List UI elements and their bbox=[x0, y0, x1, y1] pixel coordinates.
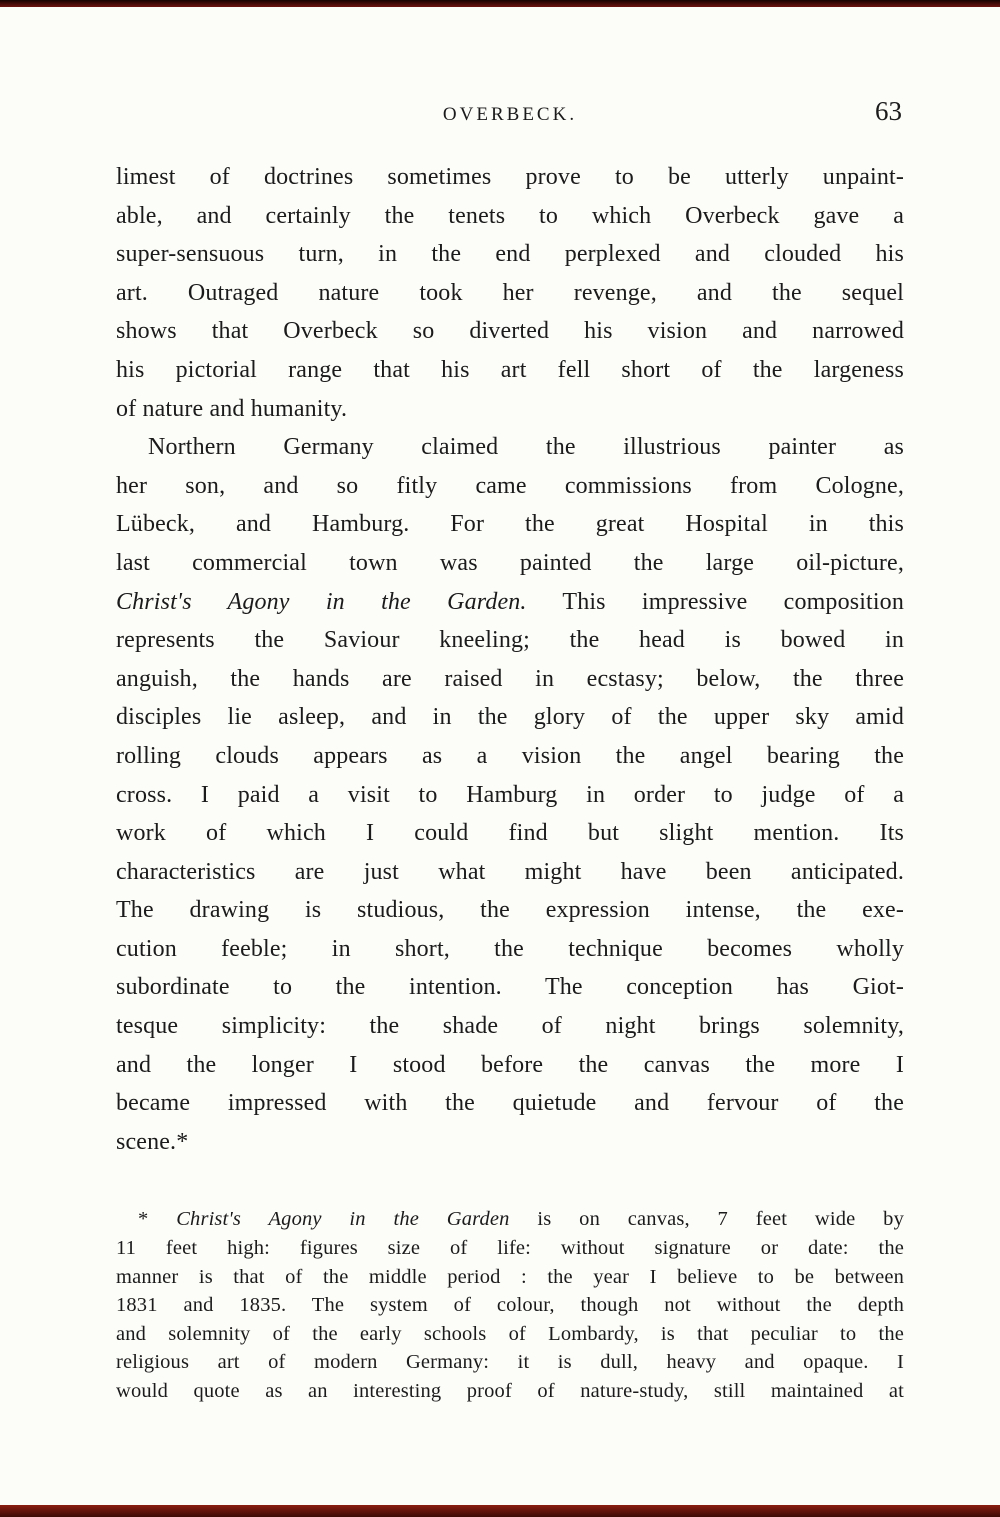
text-segment: became impressed with the quietude and fervour of the bbox=[116, 1090, 904, 1117]
text-line bbox=[116, 1234, 904, 1263]
text-line bbox=[116, 776, 904, 815]
text-line bbox=[116, 1007, 904, 1046]
text-segment: and solemnity of the early schools of Lombardy, is that peculiar to the bbox=[116, 1322, 904, 1345]
text-segment: subordinate to the intention. The conception has Giot- bbox=[116, 974, 904, 1001]
text-segment: * bbox=[138, 1208, 177, 1231]
text-segment: Northern Germany claimed the illustrious painter as bbox=[148, 434, 904, 461]
text-segment: anguish, the hands are raised in ecstasy; below, the three bbox=[116, 665, 904, 692]
italic-text: Christ's Agony in the Garden bbox=[176, 1208, 510, 1231]
text-line bbox=[116, 312, 904, 351]
scan-edge-top bbox=[0, 0, 1000, 7]
text-segment: and the longer I stood before the canvas the more I bbox=[116, 1051, 904, 1078]
page-number: 63 bbox=[875, 96, 902, 126]
text-segment: is on canvas, 7 feet wide by bbox=[509, 1208, 904, 1231]
text-line bbox=[116, 505, 904, 544]
text-line bbox=[116, 814, 904, 853]
text-line bbox=[116, 351, 904, 390]
text-segment: rolling clouds appears as a vision the angel bearing the bbox=[116, 742, 904, 769]
text-segment: 11 feet high: figures size of life: without signature or date: the bbox=[116, 1237, 904, 1260]
text-line bbox=[116, 1377, 904, 1406]
text-line bbox=[116, 158, 904, 197]
text-segment: shows that Overbeck so diverted his vision and narrowed bbox=[116, 318, 904, 345]
text-line bbox=[116, 968, 904, 1007]
page-content bbox=[116, 158, 904, 1406]
text-segment: cross. I paid a visit to Hamburg in order to judge of a bbox=[116, 781, 904, 808]
text-segment: This impressive composition bbox=[526, 588, 904, 615]
text-line bbox=[116, 1291, 904, 1320]
text-line bbox=[116, 1263, 904, 1292]
text-line bbox=[116, 1205, 904, 1234]
text-line bbox=[116, 660, 904, 699]
running-head: OVERBECK. bbox=[442, 104, 578, 125]
text-segment: 1831 and 1835. The system of colour, though not without the depth bbox=[116, 1294, 904, 1317]
text-line bbox=[116, 1320, 904, 1349]
text-segment: of nature and humanity. bbox=[116, 395, 348, 422]
text-line bbox=[116, 428, 904, 467]
text-segment: able, and certainly the tenets to which Overbeck gave a bbox=[116, 202, 904, 229]
text-segment: religious art of modern Germany: it is dull, heavy and opaque. I bbox=[116, 1351, 904, 1374]
text-segment: represents the Saviour kneeling; the head is bowed in bbox=[116, 627, 904, 654]
text-segment: his pictorial range that his art fell short of the largeness bbox=[116, 356, 904, 383]
text-line bbox=[116, 583, 904, 622]
text-segment: art. Outraged nature took her revenge, and the sequel bbox=[116, 279, 904, 306]
text-line bbox=[116, 467, 904, 506]
text-line bbox=[116, 1084, 904, 1123]
text-segment: Lübeck, and Hamburg. For the great Hospital in this bbox=[116, 511, 904, 538]
text-line bbox=[116, 1046, 904, 1085]
text-segment: limest of doctrines sometimes prove to be utterly unpaint- bbox=[116, 164, 904, 190]
text-segment: disciples lie asleep, and in the glory of the upper sky amid bbox=[116, 704, 904, 731]
text-segment: would quote as an interesting proof of nature-study, still maintained at bbox=[116, 1380, 904, 1402]
text-line bbox=[116, 390, 904, 429]
paragraph bbox=[116, 158, 904, 428]
text-segment: manner is that of the middle period : the year I believe to be between bbox=[116, 1265, 904, 1288]
text-segment: her son, and so fitly came commissions from Cologne, bbox=[116, 472, 904, 499]
text-line bbox=[116, 853, 904, 892]
text-line bbox=[116, 891, 904, 930]
scan-edge-bottom bbox=[0, 1505, 1000, 1517]
text-segment: scene.* bbox=[116, 1128, 189, 1155]
italic-text: Christ's Agony in the Garden. bbox=[116, 588, 527, 615]
text-line bbox=[116, 1348, 904, 1377]
text-segment: last commercial town was painted the large oil-picture, bbox=[116, 549, 904, 576]
text-segment: cution feeble; in short, the technique becomes wholly bbox=[116, 935, 904, 962]
text-line bbox=[116, 274, 904, 313]
text-segment: super-sensuous turn, in the end perplexed and clouded his bbox=[116, 241, 904, 268]
text-line bbox=[116, 1123, 904, 1162]
text-line bbox=[116, 235, 904, 274]
body-text bbox=[116, 158, 904, 1161]
text-line bbox=[116, 737, 904, 776]
paragraph bbox=[116, 428, 904, 1161]
page-header bbox=[116, 96, 904, 135]
text-segment: The drawing is studious, the expression intense, the exe- bbox=[116, 897, 904, 924]
footnote bbox=[116, 1205, 904, 1405]
text-segment: work of which I could find but slight mention. Its bbox=[116, 820, 904, 847]
text-segment: characteristics are just what might have been anticipated. bbox=[116, 858, 904, 885]
text-line bbox=[116, 544, 904, 583]
text-line bbox=[116, 197, 904, 236]
text-line bbox=[116, 698, 904, 737]
text-segment: tesque simplicity: the shade of night brings solemnity, bbox=[116, 1013, 904, 1040]
text-line bbox=[116, 930, 904, 969]
text-line bbox=[116, 621, 904, 660]
